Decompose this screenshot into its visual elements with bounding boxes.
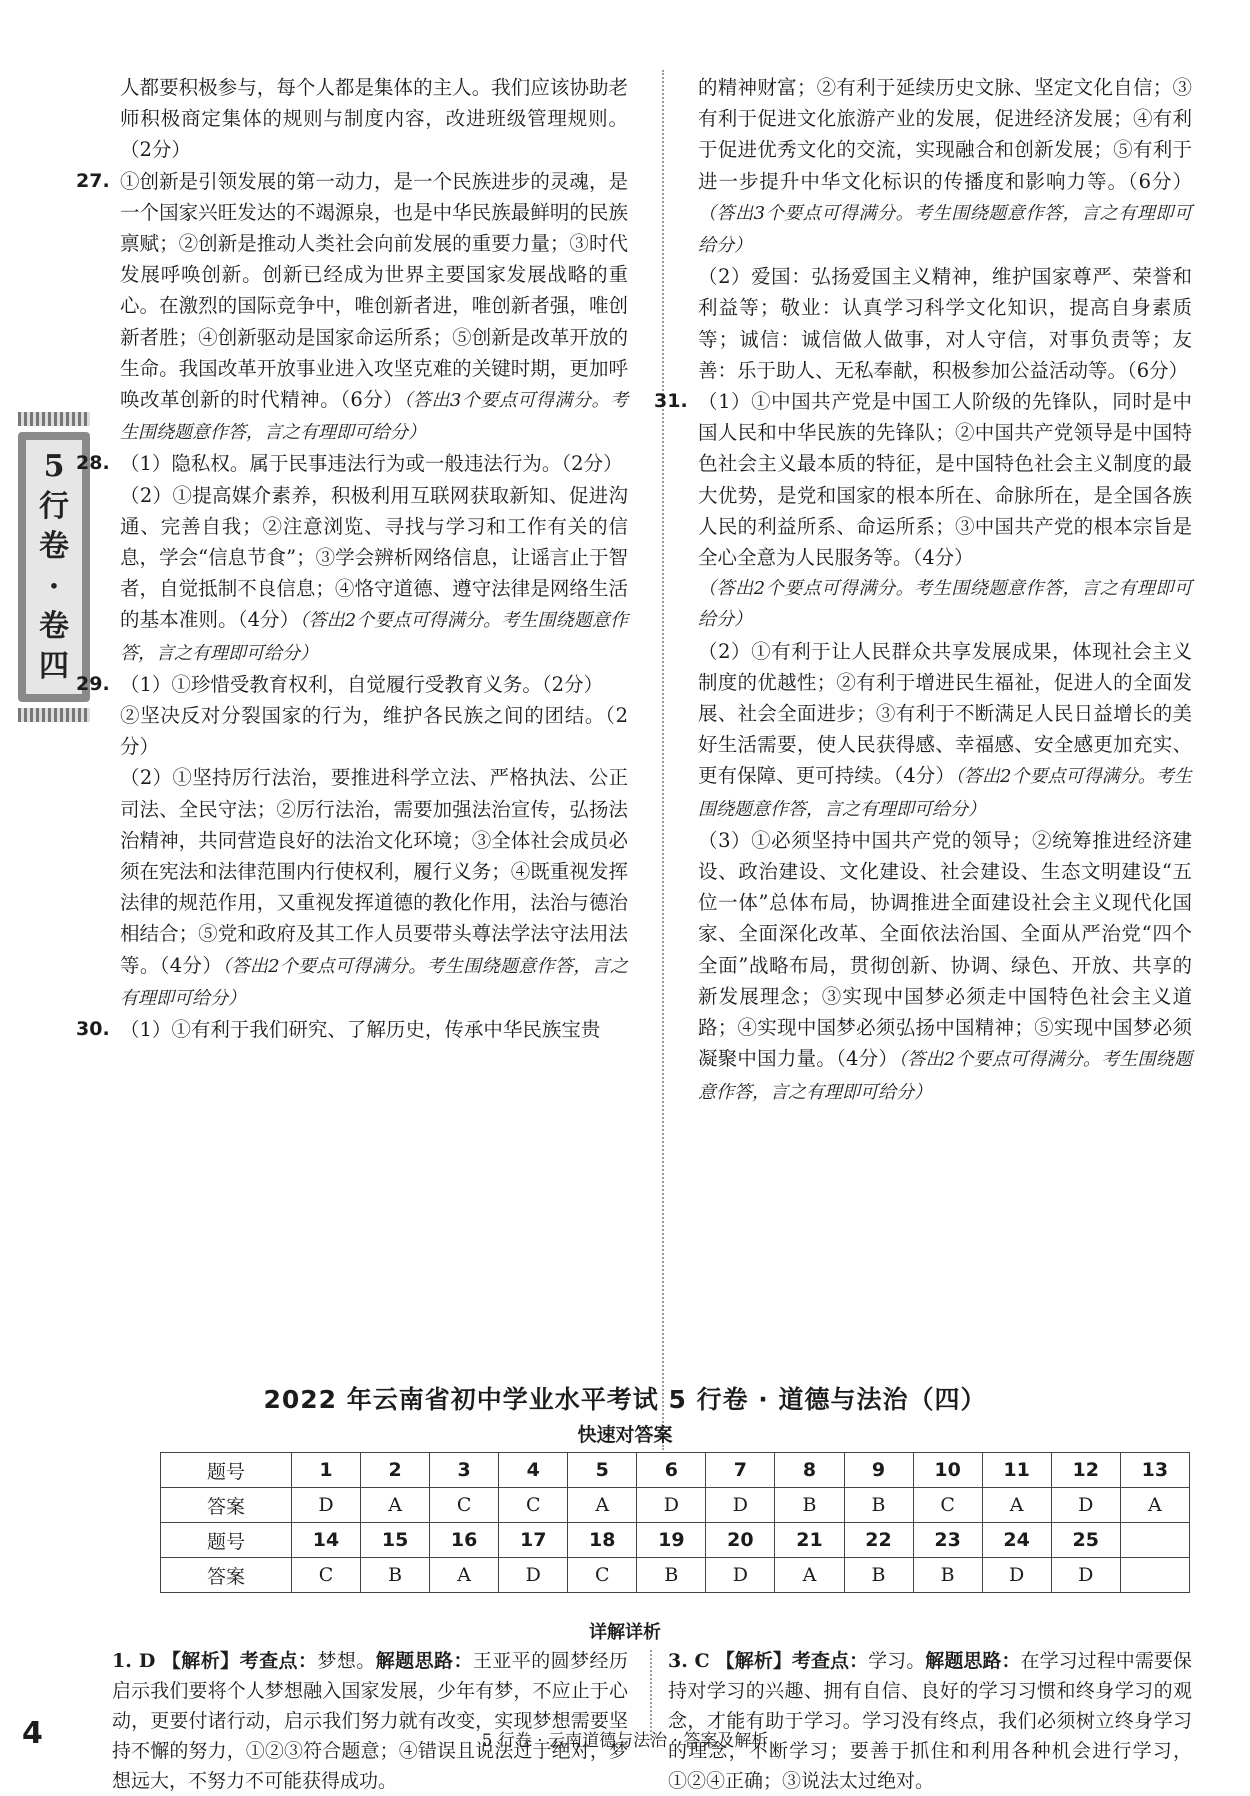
answer-cell: D <box>982 1558 1051 1593</box>
answer-cell: B <box>844 1558 913 1593</box>
question-number-cell: 22 <box>844 1523 913 1558</box>
answer-part-1: （1）隐私权。属于民事违法行为或一般违法行为。（2分） <box>120 452 623 476</box>
question-number-row <box>161 1453 1190 1488</box>
analysis-tag: 【解析】 <box>715 1650 792 1672</box>
side-tab-char: 5 <box>43 449 65 484</box>
question-number-cell: 13 <box>1120 1453 1189 1488</box>
question-number-cell: 17 <box>499 1523 568 1558</box>
answer-cell: D <box>706 1488 775 1523</box>
question-number-cell: 20 <box>706 1523 775 1558</box>
answer-cell: B <box>361 1558 430 1593</box>
answer-row <box>161 1488 1190 1523</box>
answer-cell: C <box>430 1488 499 1523</box>
answer-cell: D <box>706 1558 775 1593</box>
answer-part-2 <box>698 636 1192 825</box>
question-number-cell: 16 <box>430 1523 499 1558</box>
question-number: 31. <box>654 390 688 413</box>
side-tab-char: 卷 <box>39 529 69 564</box>
idea-label: 解题思路： <box>375 1650 473 1672</box>
answer-cell: B <box>844 1488 913 1523</box>
answer-text: （3）①必须坚持中国共产党的领导；②统筹推进经济建设、政治建设、文化建设、社会建设、生态文明建设“五位一体”总体布局，协调推进全面建设社会主义现代化国家、全面深化改革、全面依法治国、全面从严治党“四个全面”战略布局，贯彻创新、协调、绿色、开放、共享的新发展理念；③实现中国梦必须走中国特色社会主义道路；④实现中国梦必须弘扬中国精神；⑤实现中国梦必须凝聚中国力量。（4分） <box>698 828 1192 1071</box>
question-number-cell <box>1120 1523 1189 1558</box>
answer-cell: A <box>1120 1488 1189 1523</box>
detail-caption: 详解详析 <box>589 1622 661 1643</box>
scoring-note: （答出2个要点可得满分。考生围绕题意作答，言之有理即可给分） <box>120 955 628 1009</box>
left-continuation: 人都要积极参与，每个人都是集体的主人。我们应该协助老师积极商定集体的规则与制度内容，改进班级管理规则。（2分） <box>120 76 628 162</box>
row-label: 答案 <box>161 1558 292 1593</box>
question-number-cell: 7 <box>706 1453 775 1488</box>
question-number-cell: 6 <box>637 1453 706 1488</box>
answer-cell: C <box>292 1558 361 1593</box>
question-number-cell: 11 <box>982 1453 1051 1488</box>
question-number-cell: 25 <box>1051 1523 1120 1558</box>
answer-part-3 <box>698 825 1192 1108</box>
answer-cell: A <box>568 1488 637 1523</box>
keypoint-label: 考查点： <box>239 1650 318 1672</box>
question-number-cell: 15 <box>361 1523 430 1558</box>
left-column <box>76 72 628 1045</box>
question-number-cell: 18 <box>568 1523 637 1558</box>
scoring-note: （答出3个要点可得满分。考生围绕题意作答，言之有理即可给分） <box>120 390 628 444</box>
answer-cell: D <box>1051 1488 1120 1523</box>
question-29 <box>70 669 628 1014</box>
question-number-cell: 12 <box>1051 1453 1120 1488</box>
answer-cell: D <box>292 1488 361 1523</box>
answer-cell: D <box>499 1558 568 1593</box>
table-caption: 快速对答案 <box>577 1424 673 1446</box>
answer-row <box>161 1558 1190 1593</box>
scoring-note: （答出3个要点可得满分。考生围绕题意作答，言之有理即可给分） <box>698 202 1192 257</box>
question-number-cell: 24 <box>982 1523 1051 1558</box>
question-30 <box>70 1014 628 1045</box>
analysis-text: 王亚平的圆梦经历启示我们要将个人梦想融入国家发展，少年有梦，不应止于心动，更要付诸行动，启示我们努力就有改变，实现梦想需要坚持不懈的努力，①②③符合题意；④错误且说法过于绝对，梦想远大，不努力不可能获得成功。 <box>112 1650 628 1792</box>
side-tab-char: 卷 <box>39 609 69 644</box>
answer-text: ①创新是引领发展的第一动力，是一个民族进步的灵魂，是一个国家兴旺发达的不竭源泉，也是中华民族最鲜明的民族禀赋；②创新是推动人类社会向前发展的重要力量；③时代发展呼唤创新。创新已经成为世界主要国家发展战略的重心。在激烈的国际竞争中，唯创新者进，唯创新者强，唯创新者胜；④创新驱动是国家命运所系；⑤创新是改革开放的生命。我国改革开放事业进入攻坚克难的关键时期，更加呼唤改革创新的时代精神。（6分） <box>120 169 628 412</box>
right-continuation <box>698 72 1192 261</box>
question-number-cell: 1 <box>292 1453 361 1488</box>
answer-text: 的精神财富；②有利于延续历史文脉、坚定文化自信；③有利于促进文化旅游产业的发展，促进经济发展；④有利于促进优秀文化的交流，实现融合和创新发展；⑤有利于进一步提升中华文化标识的传播度和影响力等。（6分） <box>698 76 1192 193</box>
answer-cell: D <box>637 1488 706 1523</box>
answer-cell: A <box>430 1558 499 1593</box>
row-label: 题号 <box>161 1453 292 1488</box>
question-number-cell: 5 <box>568 1453 637 1488</box>
side-tab-char: 四 <box>39 649 69 684</box>
question-number: 27. <box>76 169 110 192</box>
footer-text: 5 行卷 · 云南道德与法治 · 答案及解析 <box>481 1731 769 1751</box>
scoring-note: （答出2个要点可得满分。考生围绕题意作答，言之有理即可给分） <box>698 578 1192 631</box>
question-number-row <box>161 1523 1190 1558</box>
analysis-number: 3. C <box>668 1650 710 1672</box>
question-number-cell: 19 <box>637 1523 706 1558</box>
answer-cell: A <box>775 1558 844 1593</box>
question-number-cell: 2 <box>361 1453 430 1488</box>
analysis-tag: 【解析】 <box>161 1650 240 1672</box>
question-number: 30. <box>76 1018 110 1041</box>
side-tab-char: 行 <box>39 489 69 524</box>
scoring-note: （答出2个要点可得满分。考生围绕题意作答，言之有理即可给分） <box>120 610 628 664</box>
answer-cell: C <box>499 1488 568 1523</box>
answer-text: （2）①提高媒介素养，积极利用互联网获取新知、促进沟通、完善自我；②注意浏览、寻找与学习和工作有关的信息，学会“信息节食”；③学会辨析网络信息，让谣言止于智者，自觉抵制不良信息；④恪守道德、遵守法律是网络生活的基本准则。（4分） <box>120 483 628 632</box>
keypoint: 梦想。 <box>317 1650 376 1672</box>
question-number: 28. <box>76 452 110 475</box>
scoring-note: （答出2个要点可得满分。考生围绕题意作答，言之有理即可给分） <box>698 1049 1192 1103</box>
scoring-note: （答出2个要点可得满分。考生围绕题意作答，言之有理即可给分） <box>698 766 1192 820</box>
answer-part-1: （1）①珍惜受教育权利，自觉履行受教育义务。（2分） <box>120 672 604 696</box>
answer-text: （2）①坚持厉行法治，要推进科学立法、严格执法、公正司法、全民守法；②厉行法治，需要加强法治宣传，弘扬法治精神，共同营造良好的法治文化环境；③全体社会成员必须在宪法和法律范围内行使权利，履行义务；④既重视发挥法律的规范作用，又重视发挥道德的教化作用，法治与德治相结合；⑤党和政府及其工作人员要带头尊法学法守法用法等。（4分） <box>120 766 628 977</box>
row-label: 答案 <box>161 1488 292 1523</box>
answer-text: （2）①有利于让人民群众共享发展成果，体现社会主义制度的优越性；②有利于增进民生福祉，促进人的全面发展、社会全面进步；③有利于不断满足人民日益增长的美好生活需要，使人民获得感、幸福感、安全感更加充实、更有保障、更可持续。（4分） <box>698 639 1192 788</box>
question-number: 29. <box>76 672 110 695</box>
answer-part-1: （1）①中国共产党是中国工人阶级的先锋队，同时是中国人民和中华民族的先锋队；②中国共产党领导是中国特色社会主义最本质的特征，是中国特色社会主义制度的最大优势，是党和国家的根本所在、命脉所在，是全国各族人民的利益所系、命运所系；③中国共产党的根本宗旨是全心全意为人民服务等。（4分） <box>698 390 1192 570</box>
question-number-cell: 23 <box>913 1523 982 1558</box>
question-number-cell: 8 <box>775 1453 844 1488</box>
row-label: 题号 <box>161 1523 292 1558</box>
answer-cell: C <box>568 1558 637 1593</box>
answer-cell: A <box>982 1488 1051 1523</box>
question-27 <box>70 166 628 449</box>
idea-label: 解题思路： <box>925 1650 1021 1672</box>
answer-cell: B <box>637 1558 706 1593</box>
question-number-cell: 21 <box>775 1523 844 1558</box>
question-number-cell: 3 <box>430 1453 499 1488</box>
answer-part-2: ②坚决反对分裂国家的行为，维护各民族之间的团结。（2分） <box>120 704 628 759</box>
analysis-text: 在学习过程中需要保持对学习的兴趣、拥有自信、良好的学习习惯和终身学习的观念，才能有助于学习。学习没有终点，我们必须树立终身学习的理念，不断学习；要善于抓住和利用各种机会进行学习，①②④正确；③说法太过绝对。 <box>668 1650 1192 1792</box>
analysis-number: 1. D <box>112 1650 156 1672</box>
answer-part-1: （1）①有利于我们研究、了解历史，传承中华民族宝贵 <box>120 1018 601 1042</box>
answer-part-2 <box>120 480 628 669</box>
question-28 <box>70 448 628 668</box>
question-number-cell: 10 <box>913 1453 982 1488</box>
answer-cell: B <box>775 1488 844 1523</box>
question-30-part-2: （2）爱国：弘扬爱国主义精神，维护国家尊严、荣誉和利益等；敬业：认真学习科学文化知识，提高自身素质等；诚信：诚信做人做事，对人守信，对事负责等；友善：乐于助人、无私奉献，积极参加公益活动等。（6分） <box>698 265 1192 382</box>
answer-cell <box>1120 1558 1189 1593</box>
right-column <box>654 72 1192 1108</box>
question-31 <box>648 386 1192 1108</box>
answer-cell: C <box>913 1488 982 1523</box>
page-number: 4 <box>22 1716 43 1751</box>
answer-cell: B <box>913 1558 982 1593</box>
keypoint: 学习。 <box>868 1650 926 1672</box>
question-number-cell: 14 <box>292 1523 361 1558</box>
side-tab-char: · <box>48 569 60 604</box>
answer-part-3 <box>120 762 628 1014</box>
answer-cell: A <box>361 1488 430 1523</box>
keypoint-label: 考查点： <box>791 1650 869 1672</box>
answer-table <box>160 1452 1190 1593</box>
answer-cell: D <box>1051 1558 1120 1593</box>
page-title: 2022 年云南省初中学业水平考试 5 行卷 · 道德与法治（四） <box>263 1385 987 1414</box>
question-number-cell: 4 <box>499 1453 568 1488</box>
question-number-cell: 9 <box>844 1453 913 1488</box>
